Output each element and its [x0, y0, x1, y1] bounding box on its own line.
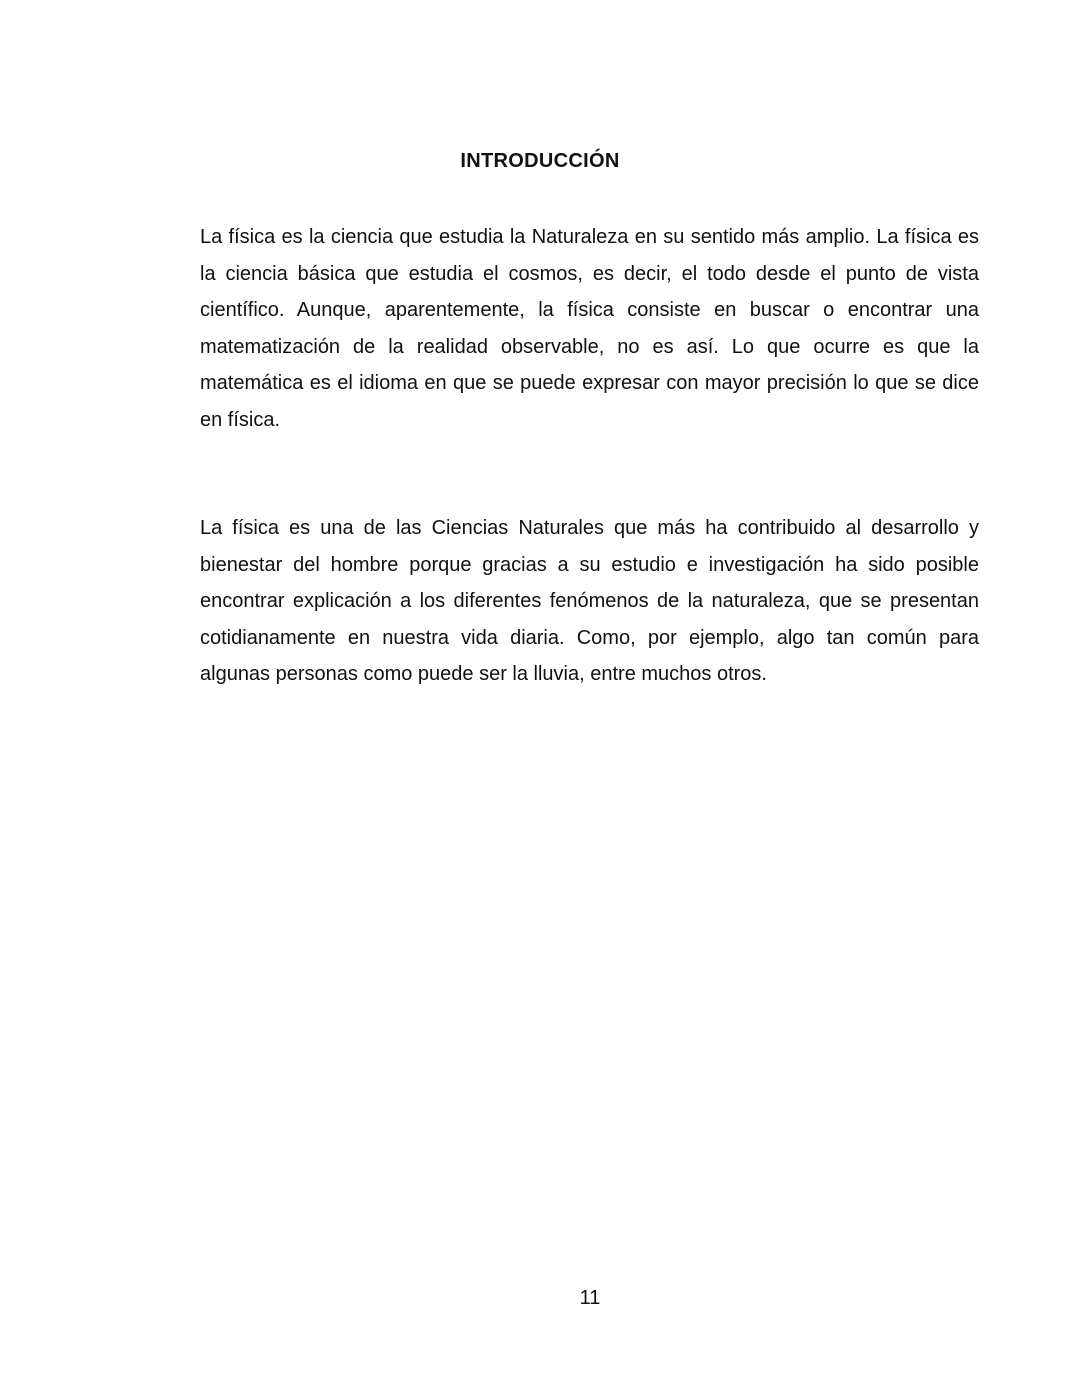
- paragraph-1: La física es la ciencia que estudia la Naturaleza en su sentido más amplio. La física es la ciencia básica que estudia el cosmos, es decir, el todo desde el punto de vista científico. Aunque, aparentemente, la física consiste en buscar o encontrar una matematización de la realidad observable, no es así. Lo que ocurre es que la matemática es el idioma en que se puede expresar con mayor precisión lo que se dice en física.: [200, 226, 979, 431]
- paragraph-2: La física es una de las Ciencias Naturales que más ha contribuido al desarrollo y bienestar del hombre porque gracias a su estudio e investigación ha sido posible encontrar explicación a los diferentes fenómenos de la naturaleza, que se presentan cotidianamente en nuestra vida diaria. Como, por ejemplo, algo tan común para algunas personas como puede ser la lluvia, entre muchos otros.: [200, 517, 979, 685]
- page-title: INTRODUCCIÓN: [460, 150, 620, 172]
- page-number: 11: [579, 1287, 601, 1309]
